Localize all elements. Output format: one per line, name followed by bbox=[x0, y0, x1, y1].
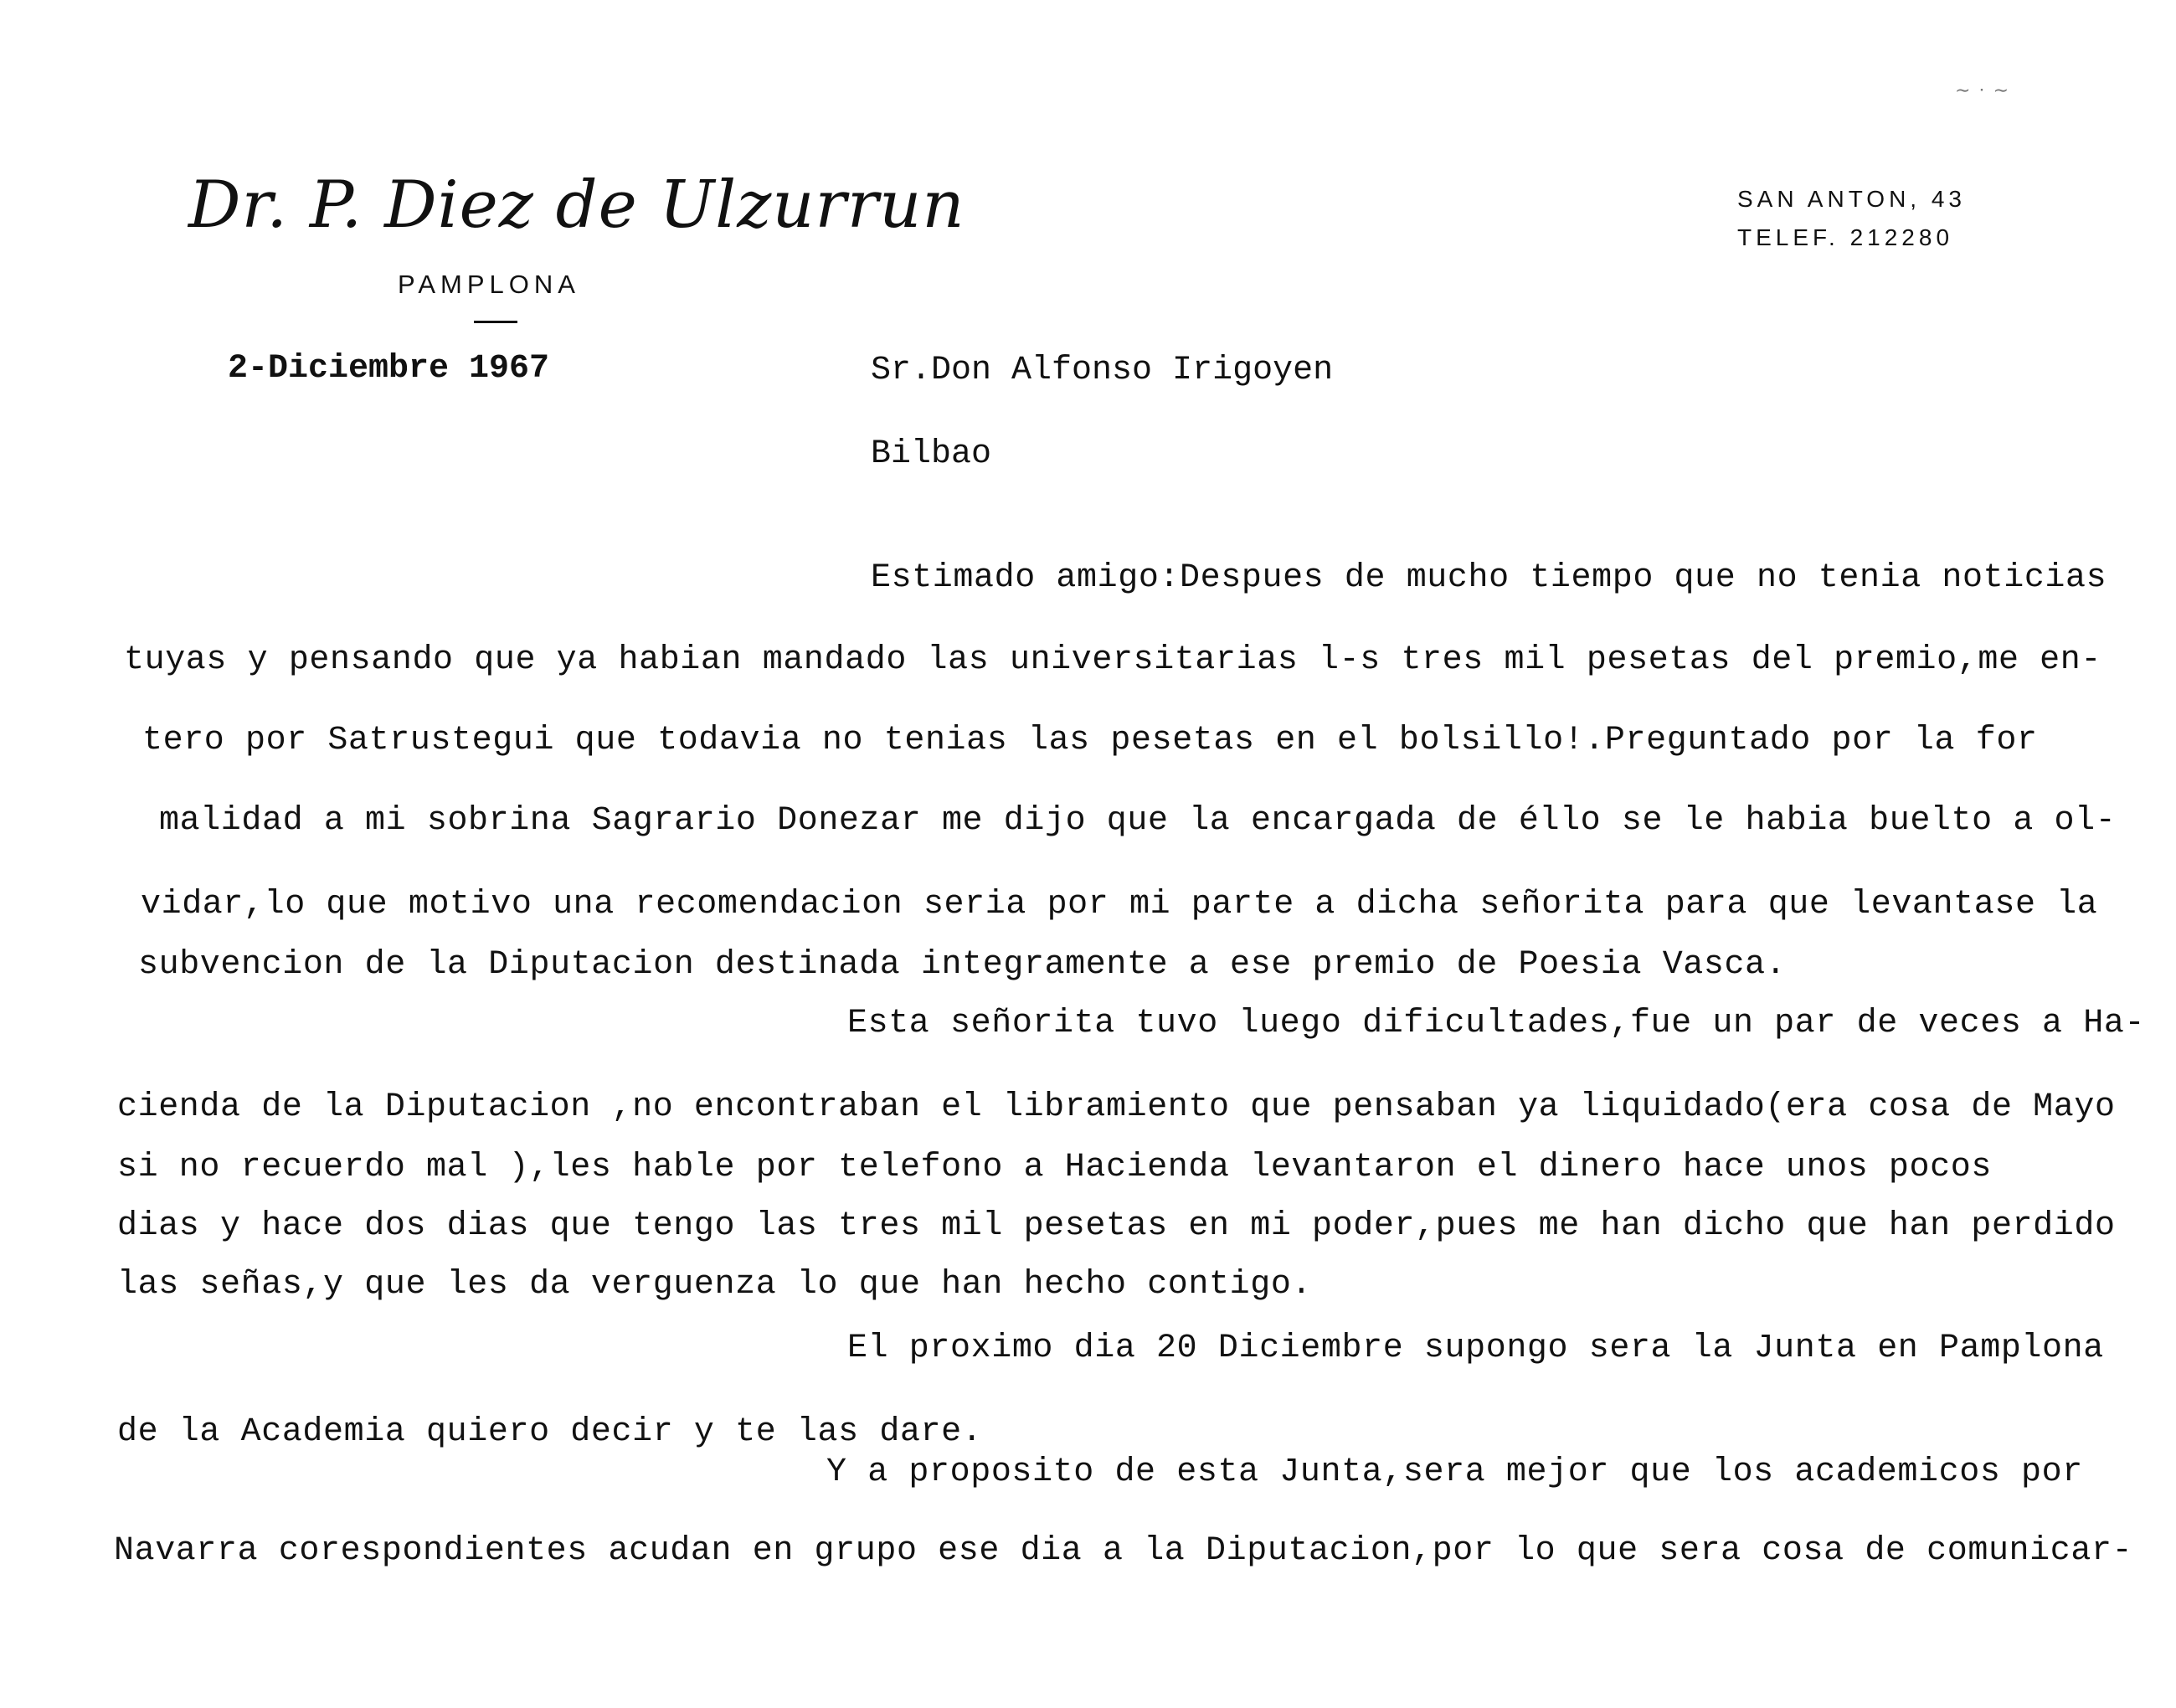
letter-date: 2-Diciembre 1967 bbox=[228, 350, 550, 388]
body-line: Navarra corespondientes acudan en grupo ese dia a la Diputacion,por lo que sera cosa de comunicar- bbox=[114, 1532, 2133, 1570]
body-line: las señas,y que les da verguenza lo que han hecho contigo. bbox=[117, 1266, 1313, 1304]
body-line: de la Academia quiero decir y te las dare. bbox=[117, 1413, 983, 1451]
letterhead-phone: TELEF. 212280 bbox=[1737, 224, 1954, 250]
body-line: malidad a mi sobrina Sagrario Donezar me dijo que la encargada de éllo se le habia buelto a ol- bbox=[159, 802, 2117, 840]
body-line: El proximo dia 20 Diciembre supongo sera la Junta en Pamplona bbox=[847, 1330, 2104, 1367]
body-line: dias y hace dos dias que tengo las tres mil pesetas en mi poder,pues me han dicho que han perdido bbox=[117, 1207, 2116, 1245]
body-line: tero por Satrustegui que todavia no tenias las pesetas en el bolsillo!.Preguntado por la for bbox=[142, 722, 2038, 759]
recipient-name: Sr.Don Alfonso Irigoyen bbox=[871, 352, 1334, 389]
letterhead-address-block bbox=[1737, 180, 1966, 257]
letterhead-name: Dr. P. Diez de Ulzurrun bbox=[188, 167, 965, 243]
body-line: cienda de la Diputacion ,no encontraban el libramiento que pensaban ya liquidado(era cosa de Mayo bbox=[117, 1088, 2116, 1126]
letterhead-city: PAMPLONA bbox=[398, 270, 580, 299]
recipient-city: Bilbao bbox=[871, 435, 992, 473]
body-line: tuyas y pensando que ya habian mandado las universitarias l-s tres mil pesetas del premio,me en- bbox=[124, 641, 2101, 679]
letterhead-address: SAN ANTON, 43 bbox=[1737, 186, 1967, 212]
body-line: Esta señorita tuvo luego dificultades,fue un par de veces a Ha- bbox=[847, 1005, 2146, 1042]
body-line: subvencion de la Diputacion destinada integramente a ese premio de Poesia Vasca. bbox=[138, 946, 1787, 984]
body-line: si no recuerdo mal ),les hable por telefono a Hacienda levantaron el dinero hace unos pocos bbox=[117, 1149, 1992, 1186]
body-line: vidar,lo que motivo una recomendacion seria por mi parte a dicha señorita para que levantase la bbox=[141, 886, 2098, 923]
body-line: Y a proposito de esta Junta,sera mejor que los academicos por bbox=[826, 1453, 2083, 1491]
body-line: Estimado amigo:Despues de mucho tiempo que no tenia noticias bbox=[871, 559, 2107, 597]
city-underline bbox=[474, 321, 517, 323]
corner-mark: ∼ ⋅ ∼ bbox=[1955, 80, 2011, 100]
